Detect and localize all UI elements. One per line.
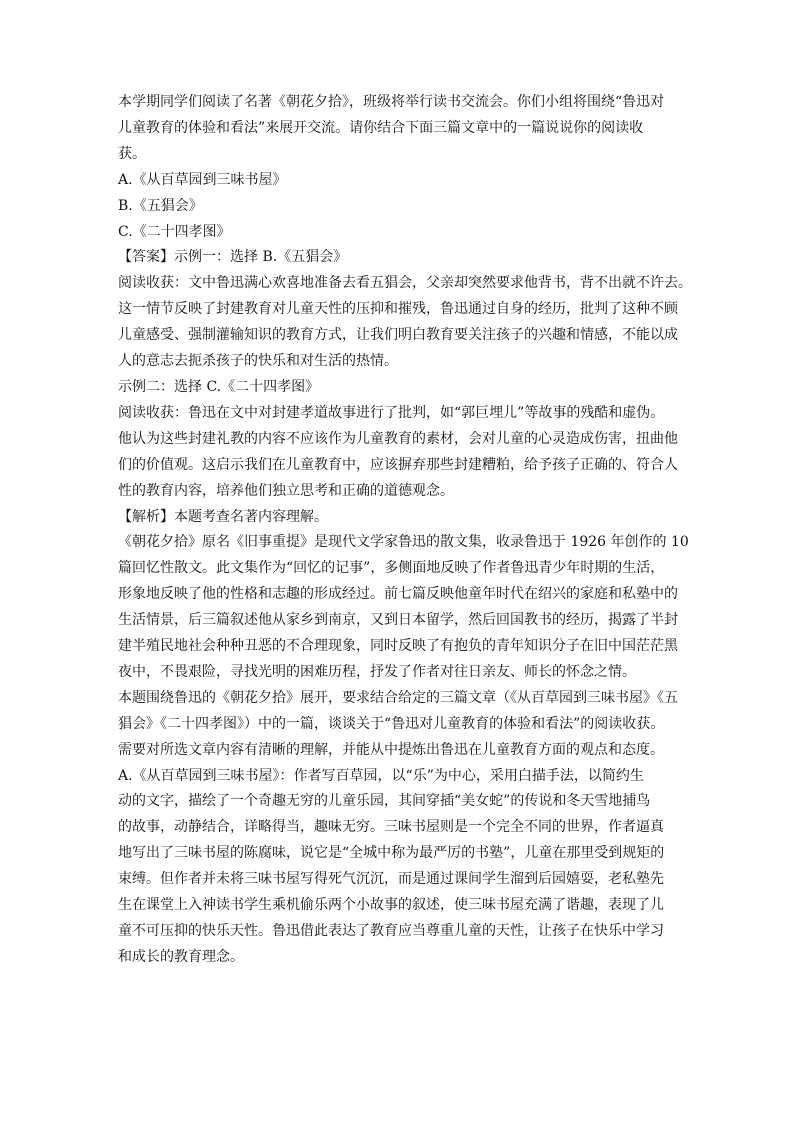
example1-line: 这一情节反映了封建教育对儿童天性的压抑和摧残，鲁迅通过自身的经历，批判了这种不顾: [118, 301, 678, 318]
analysisA-line: A.《从百草园到三味书屋》：作者写百草园，以“乐”为中心，采用白描手法，以简约生: [118, 767, 644, 784]
example1-line: 人的意志去扼杀孩子的快乐和对生活的热情。: [118, 353, 398, 370]
option-b: B.《五猖会》: [118, 197, 203, 214]
example1-line: 儿童感受、强制灌输知识的教育方式，让我们明白教育要关注孩子的兴趣和情感，不能以成: [118, 327, 678, 344]
answer-section: [118, 245, 692, 504]
option-a: A.《从百草园到三味书屋》: [118, 171, 287, 188]
question-line: 本学期同学们阅读了名著《朝花夕拾》，班级将举行读书交流会。你们小组将围绕“鲁迅对: [118, 94, 665, 110]
analysis2-line: 猖会》《二十四孝图》）中的一篇，谈谈关于“鲁迅对儿童教育的体验和看法”的阅读收获。: [118, 715, 665, 732]
question-line: 获。: [118, 145, 146, 162]
document-body: [118, 90, 692, 971]
question-line: 儿童教育的体验和看法”来展开交流。请你结合下面三篇文章中的一篇说说你的阅读收: [118, 119, 644, 136]
analysisA-line: 童不可压抑的快乐天性。鲁迅借此表达了教育应当尊重儿童的天性，让孩子在快乐中学习: [118, 923, 664, 939]
example2-line: 阅读收获：鲁迅在文中对封建孝道故事进行了批判，如“郭巨埋儿”等故事的残酷和虚伪。: [118, 404, 665, 421]
example2-line: 他认为这些封建礼教的内容不应该作为儿童教育的素材，会对儿童的心灵造成伤害，扭曲他: [118, 430, 678, 447]
example2-line: 性的教育内容，培养他们独立思考和正确的道德观念。: [118, 482, 454, 499]
analysis1-line: 建半殖民地社会种种丑恶的不合理现象，同时反映了有抱负的青年知识分子在旧中国茫茫黑: [118, 638, 678, 655]
options-list: [118, 168, 678, 246]
question-paragraph: [118, 90, 678, 168]
analysisA-line: 的故事，动静结合，详略得当，趣味无穷。三味书屋则是一个完全不同的世界，作者逼真: [118, 819, 664, 836]
analysis1-line: 生活情景，后三篇叙述他从家乡到南京，又到日本留学，然后回国教书的经历，揭露了半封: [118, 612, 678, 629]
analysis1-line: 夜中，不畏艰险，寻找光明的困难历程，抒发了作者对往日亲友、师长的怀念之情。: [118, 663, 636, 680]
analysis1-line: 篇回忆性散文。此文集作为“回忆的记事”，多侧面地反映了作者鲁迅青少年时期的生活，: [118, 560, 665, 577]
analysis1-line: 《朝花夕拾》原名《旧事重提》是现代文学家鲁迅的散文集，收录鲁迅于 1926 年创作的 10: [118, 534, 689, 551]
example1-line: 阅读收获：文中鲁迅满心欢喜地准备去看五猖会，父亲却突然要求他背书，背不出就不许去。: [118, 275, 692, 292]
analysis-heading: 【解析】本题考查名著内容理解。: [118, 508, 328, 525]
analysisA-line: 生在课堂上入神读书学生乘机偷乐两个小故事的叙述，使三味书屋充满了谐趣，表现了儿: [118, 897, 664, 914]
analysis2-line: 本题围绕鲁迅的《朝花夕拾》展开，要求结合给定的三篇文章（《从百草园到三味书屋》《五: [118, 689, 678, 706]
analysis1-line: 形象地反映了他的性格和志趣的形成经过。前七篇反映他童年时代在绍兴的家庭和私塾中的: [118, 586, 678, 603]
option-c: C.《二十四孝图》: [118, 223, 231, 240]
analysisA-line: 地写出了三味书屋的陈腐味，说它是“全城中称为最严厉的书塾”，儿童在那里受到规矩的: [118, 845, 665, 862]
analysisA-line: 和成长的教育理念。: [118, 948, 244, 965]
example2-heading: 示例二：选择 C.《二十四孝图》: [118, 378, 320, 395]
example2-line: 们的价值观。这启示我们在儿童教育中，应该摒弃那些封建糟粕，给予孩子正确的、符合人: [118, 456, 678, 473]
analysisA-line: 动的文字，描绘了一个奇趣无穷的儿童乐园，其间穿插“美女蛇”的传说和冬天雪地捕鸟: [118, 793, 651, 810]
analysis-section: [118, 505, 689, 971]
analysis2-line: 需要对所选文章内容有清晰的理解，并能从中提炼出鲁迅在儿童教育方面的观点和态度。: [118, 741, 664, 758]
analysisA-line: 束缚。但作者并未将三味书屋写得死气沉沉，而是通过课间学生溜到后园嬉耍，老私塾先: [118, 871, 664, 888]
answer-heading: 【答案】示例一：选择 B.《五猖会》: [118, 249, 348, 266]
